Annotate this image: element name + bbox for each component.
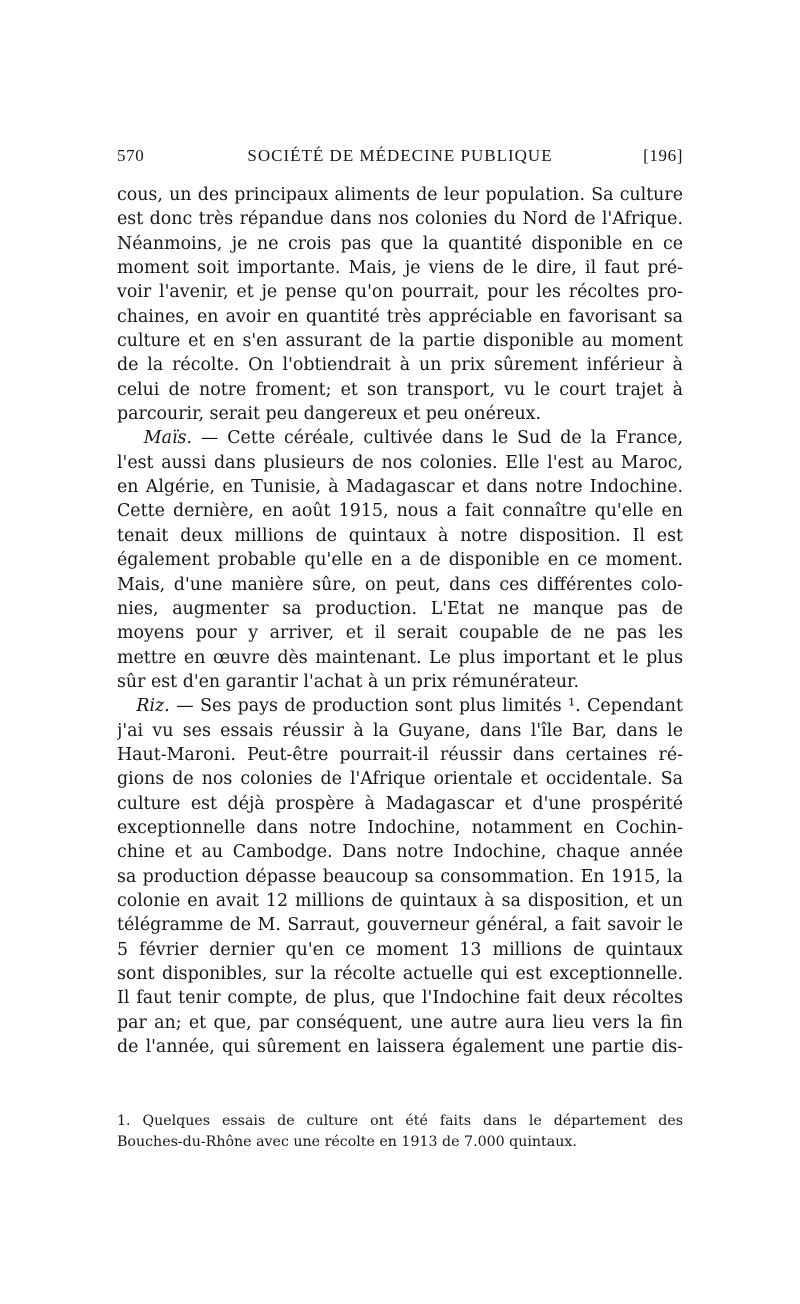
text-line: chine et au Cambodge. Dans notre Indochine, chaque année	[117, 842, 683, 863]
riz-heading: Riz.	[136, 696, 170, 717]
text-line: colonie en avait 12 millions de quintaux à sa disposition, et un	[117, 890, 683, 911]
text-line: chaines, en avoir en quantité très appréciable en favorisant sa	[117, 306, 683, 327]
text-line: Mais, d'une manière sûre, on peut, dans ces différentes colo-	[117, 574, 683, 595]
text-line: est donc très répandue dans nos colonies du Nord de l'Afrique.	[117, 209, 683, 230]
text-line: également probable qu'elle en a de disponible en ce moment.	[117, 550, 683, 571]
text-line: mettre en œuvre dès maintenant. Le plus important et le plus	[117, 647, 683, 668]
mais-first-line-text: — Cette céréale, cultivée dans le Sud de la France,	[192, 428, 683, 449]
text-line: de l'année, qui sûrement en laissera également une partie dis-	[117, 1037, 683, 1058]
text-line: tenait deux millions de quintaux à notre disposition. Il est	[117, 525, 683, 546]
bracket-page-number: [196]	[643, 146, 683, 165]
text-line: sont disponibles, sur la récolte actuelle qui est exceptionnelle.	[117, 964, 683, 984]
text-line: parcourir, serait peu dangereux et peu onéreux.	[117, 404, 542, 425]
text-line: en Algérie, en Tunisie, à Madagascar et dans notre Indochine.	[117, 477, 683, 498]
text-line: exceptionnelle dans notre Indochine, notamment en Cochin-	[117, 817, 683, 838]
body-text	[117, 183, 683, 1059]
text-line: cous, un des principaux aliments de leur population. Sa culture	[117, 185, 683, 205]
footnote-line: 1. Quelques essais de culture ont été faits dans le département des	[117, 1113, 683, 1129]
text-line: moyens pour y arriver, et il serait coupable de ne pas les	[117, 623, 683, 644]
mais-first-line	[117, 426, 683, 450]
text-line: moment soit importante. Mais, je viens de le dire, il faut pré-	[117, 258, 683, 279]
text-line: gions de nos colonies de l'Afrique orientale et occidentale. Sa	[117, 769, 683, 790]
page-number: 570	[117, 146, 145, 165]
text-line: par an; et que, par conséquent, une autre aura lieu vers la fin	[117, 1012, 683, 1033]
text-line: Il faut tenir compte, de plus, que l'Indochine fait deux récoltes	[117, 988, 683, 1009]
text-line: celui de notre froment; et son transport, vu le court trajet à	[117, 379, 683, 400]
running-title: SOCIÉTÉ DE MÉDECINE PUBLIQUE	[247, 146, 553, 165]
text-line: j'ai vu ses essais réussir à la Guyane, dans l'île Bar, dans le	[117, 720, 683, 741]
footnote-line: Bouches-du-Rhône avec une récolte en 1913 de 7.000 quintaux.	[117, 1134, 577, 1150]
text-line: nies, augmenter sa production. L'Etat ne manque pas de	[117, 598, 683, 619]
text-line: Cette dernière, en août 1915, nous a fait connaître qu'elle en	[117, 501, 683, 522]
riz-first-line	[117, 694, 683, 718]
text-line: culture et en s'en assurant de la partie disponible au moment	[117, 331, 683, 352]
text-line: sa production dépasse beaucoup sa consommation. En 1915, la	[117, 866, 683, 887]
text-line: de la récolte. On l'obtiendrait à un prix sûrement inférieur à	[117, 355, 683, 376]
footnote	[117, 1111, 683, 1153]
text-line: Haut-Maroni. Peut-être pourrait-il réussir dans certaines ré-	[117, 744, 683, 765]
text-line: l'est aussi dans plusieurs de nos colonies. Elle l'est au Maroc,	[117, 452, 683, 473]
text-line: télégramme de M. Sarraut, gouverneur général, a fait savoir le	[117, 915, 683, 936]
text-line: voir l'avenir, et je pense qu'on pourrait, pour les récoltes pro-	[117, 282, 683, 303]
riz-first-line-text: — Ses pays de production sont plus limités ¹. Cependant	[169, 696, 683, 717]
text-line: 5 février dernier qu'en ce moment 13 millions de quintaux	[117, 939, 683, 960]
page-header	[117, 146, 683, 170]
mais-heading: Maïs.	[143, 428, 192, 449]
text-line: Néanmoins, je ne crois pas que la quantité disponible en ce	[117, 233, 683, 254]
text-line: culture est déjà prospère à Madagascar et d'une prospérité	[117, 793, 683, 814]
text-line: sûr est d'en garantir l'achat à un prix rémunérateur.	[117, 671, 579, 692]
